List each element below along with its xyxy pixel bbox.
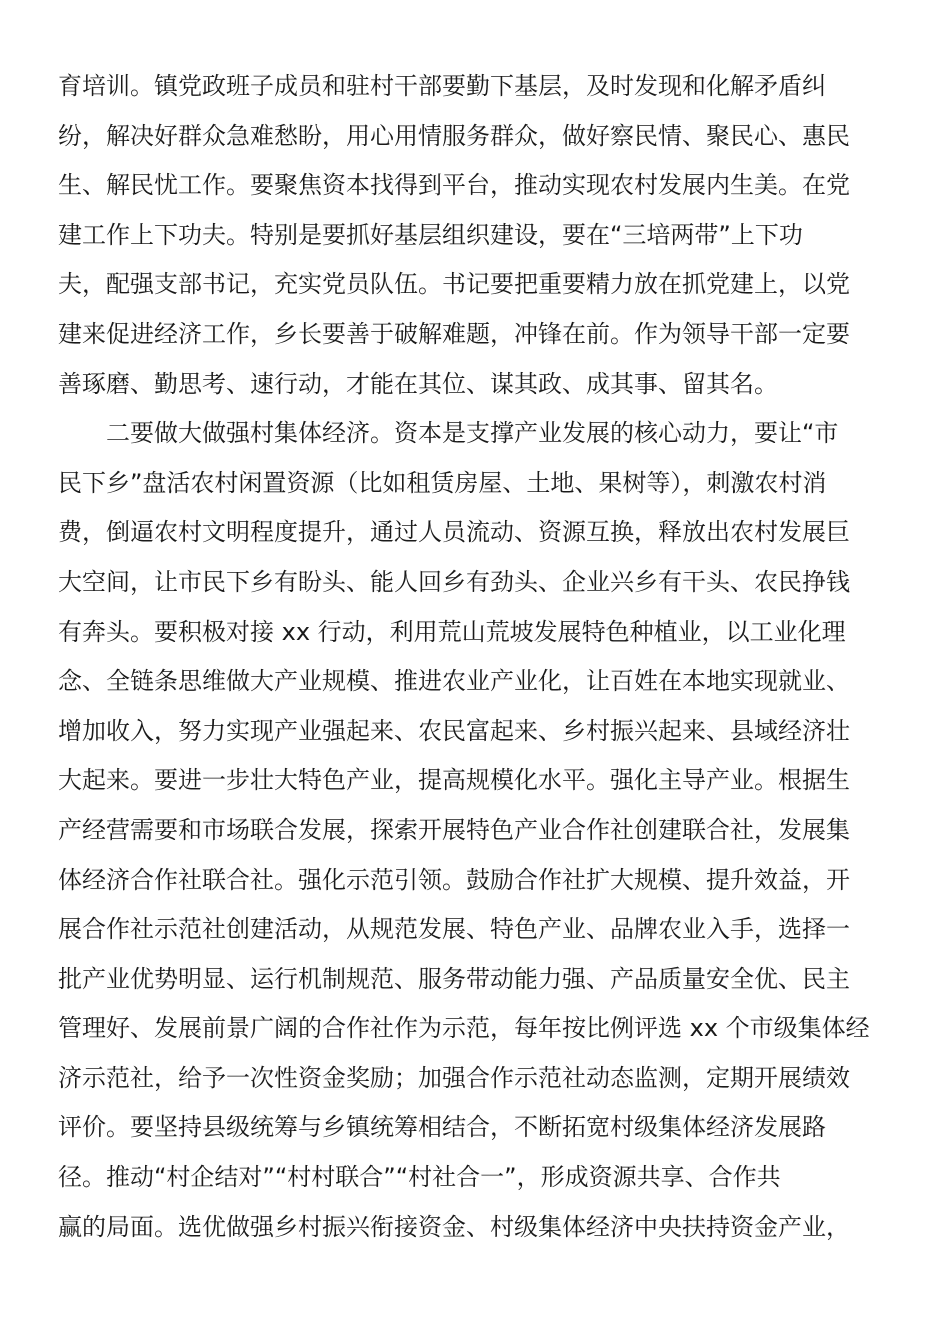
text-line-indented: 二要做大做强村集体经济。资本是支撑产业发展的核心动力，要让“市 [106,419,839,448]
text-line: 增加收入，努力实现产业强起来、农民富起来、乡村振兴起来、县域经济壮 [58,716,850,745]
text-line: 径。推动“村企结对”“村村联合”“村社合一”，形成资源共享、合作共 [58,1163,781,1192]
text-line: 管理好、发展前景广阔的合作社作为示范，每年按比例评选 xx 个市级集体经 [58,1014,870,1043]
text-line: 夫，配强支部书记，充实党员队伍。书记要把重要精力放在抓党建上，以党 [58,270,850,299]
paragraph-1 [58,62,880,409]
text-line: 建来促进经济工作，乡长要善于破解难题，冲锋在前。作为领导干部一定要 [58,319,850,348]
text-line: 民下乡”盘活农村闲置资源（比如租赁房屋、土地、果树等），刺激农村消 [58,468,827,497]
text-line: 大起来。要进一步壮大特色产业，提高规模化水平。强化主导产业。根据生 [58,766,850,795]
text-line: 产经营需要和市场联合发展，探索开展特色产业合作社创建联合社，发展集 [58,815,850,844]
text-line: 有奔头。要积极对接 xx 行动，利用荒山荒坡发展特色种植业，以工业化理 [58,617,846,646]
text-line: 批产业优势明显、运行机制规范、服务带动能力强、产品质量安全优、民主 [58,964,850,993]
text-line: 育培训。镇党政班子成员和驻村干部要勤下基层，及时发现和化解矛盾纠 [58,72,826,100]
text-line: 济示范社，给予一次性资金奖励；加强合作示范社动态监测，定期开展绩效 [58,1063,850,1092]
text-line: 体经济合作社联合社。强化示范引领。鼓励合作社扩大规模、提升效益，开 [58,865,850,894]
text-line: 展合作社示范社创建活动，从规范发展、特色产业、品牌农业入手，选择一 [58,915,850,944]
paragraph-2 [58,409,880,1252]
text-line: 纷，解决好群众急难愁盼，用心用情服务群众，做好察民情、聚民心、惠民 [58,121,850,150]
text-line: 建工作上下功夫。特别是要抓好基层组织建设，要在“三培两带”上下功 [58,220,803,249]
text-line: 善琢磨、勤思考、速行动，才能在其位、谋其政、成其事、留其名。 [58,369,778,398]
text-line: 生、解民忧工作。要聚焦资本找得到平台，推动实现农村发展内生美。在党 [58,171,850,200]
text-line: 念、全链条思维做大产业规模、推进农业产业化，让百姓在本地实现就业、 [58,667,850,696]
text-line: 赢的局面。选优做强乡村振兴衔接资金、村级集体经济中央扶持资金产业， [58,1212,850,1241]
text-line: 费，倒逼农村文明程度提升，通过人员流动、资源互换，释放出农村发展巨 [58,518,850,547]
body-text [58,62,880,1252]
text-line: 评价。要坚持县级统筹与乡镇统筹相结合，不断拓宽村级集体经济发展路 [58,1113,826,1142]
text-line: 大空间，让市民下乡有盼头、能人回乡有劲头、企业兴乡有干头、农民挣钱 [58,567,850,596]
